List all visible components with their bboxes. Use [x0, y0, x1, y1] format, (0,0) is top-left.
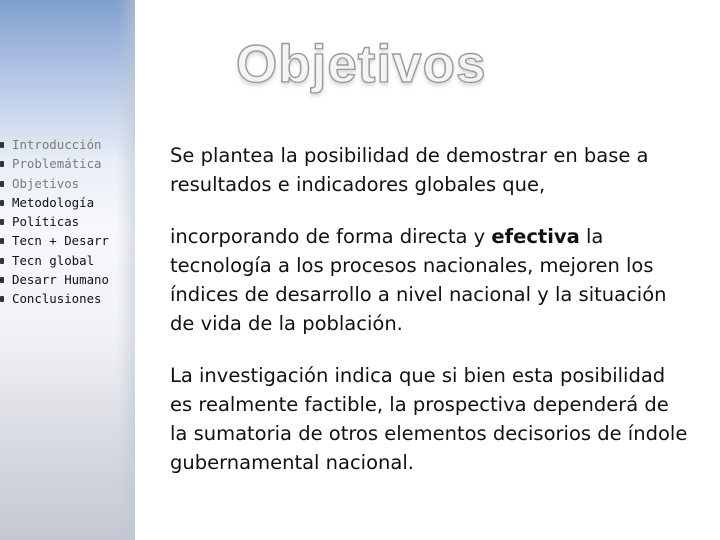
nav-item-conclusiones[interactable] [0, 289, 109, 308]
bullet-icon [0, 200, 4, 206]
bullet-icon [0, 296, 4, 302]
bullet-icon [0, 238, 4, 244]
bullet-icon [0, 142, 4, 148]
nav-item-objetivos[interactable] [0, 174, 109, 193]
nav-item-label: Conclusiones [12, 291, 102, 307]
sidebar-nav [0, 135, 109, 309]
nav-item-introduccion[interactable] [0, 135, 109, 154]
nav-item-metodologia[interactable] [0, 193, 109, 212]
nav-item-label: Problemática [12, 156, 102, 172]
paragraph-text: incorporando de forma directa y [170, 225, 492, 248]
nav-item-label: Políticas [12, 214, 80, 230]
nav-item-politicas[interactable] [0, 212, 109, 231]
nav-item-tecn-global[interactable] [0, 251, 109, 270]
paragraph-intro: Se plantea la posibilidad de demostrar en base a resultados e indicadores globales que, [170, 144, 649, 196]
bullet-icon [0, 161, 4, 167]
nav-item-problematica[interactable] [0, 154, 109, 173]
paragraph-incorporando [170, 222, 690, 338]
bullet-icon [0, 181, 4, 187]
nav-item-label: Tecn global [12, 252, 95, 268]
paragraph-text: la tecnología a los procesos nacionales, mejoren los índices de desarrollo a nivel nacional y la situación de vida de la población. [170, 225, 667, 335]
paragraph-investigacion: La investigación indica que si bien esta posibilidad es realmente factible, la prospectiva dependerá de la sumatoria de otros elementos decisorios de índole gubernamental nacional. [170, 364, 688, 474]
bullet-icon [0, 258, 4, 264]
emphasis-text: efectiva [491, 225, 580, 248]
nav-item-label: Introducción [12, 137, 102, 152]
slide-title: Objetivos [236, 35, 487, 94]
nav-item-desarr-humano[interactable] [0, 270, 109, 289]
bullet-icon [0, 219, 4, 225]
nav-item-label: Objetivos [12, 175, 80, 191]
nav-item-label: Tecn + Desarr [12, 233, 109, 249]
slide-body [170, 141, 690, 500]
sidebar-panel [0, 0, 135, 540]
nav-item-label: Metodología [12, 194, 95, 210]
nav-item-tecn-desarr[interactable] [0, 231, 109, 250]
nav-item-label: Desarr Humano [12, 272, 109, 288]
bullet-icon [0, 277, 4, 283]
